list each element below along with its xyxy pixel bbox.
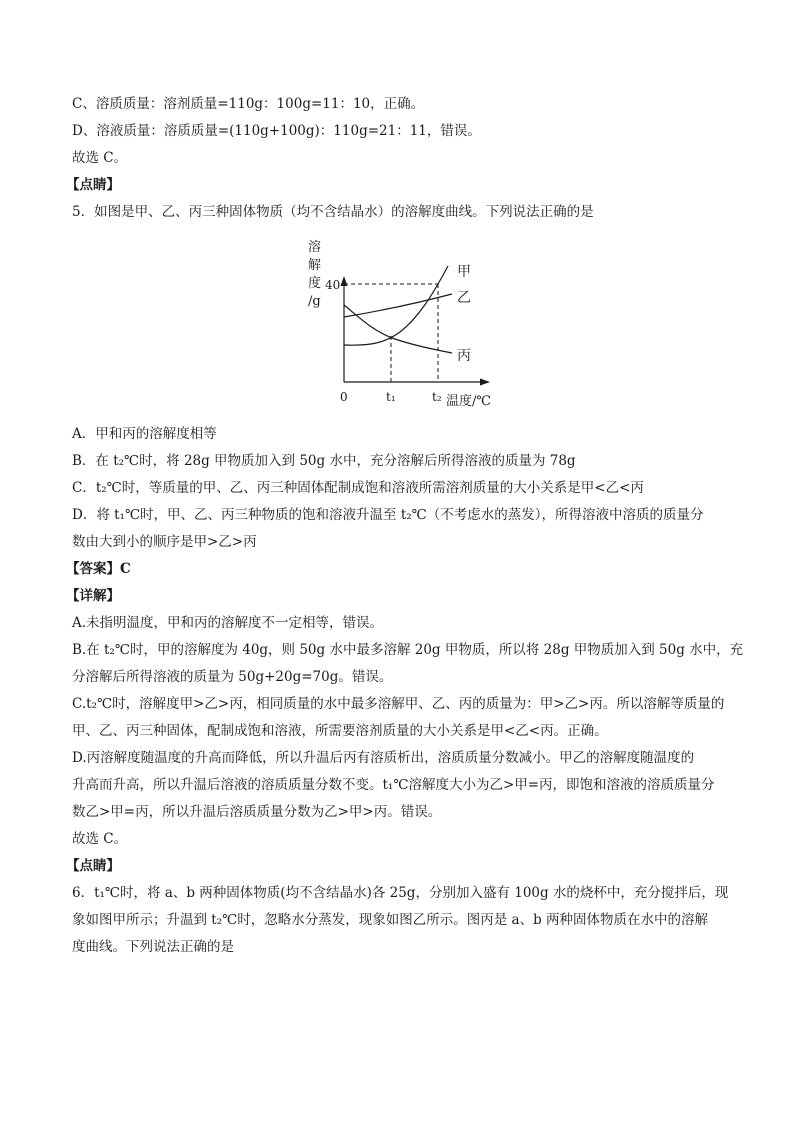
tip-heading: 【点睛】 [66, 858, 120, 874]
label-jia: 甲 [457, 264, 471, 280]
question-6-line1: 6．t₁℃时，将 a、b 两种固体物质(均不含结晶水)各 25g，分别加入盛有 100g 水的烧杯中，充分搅拌后，现 [72, 885, 729, 901]
label-yi: 乙 [457, 290, 471, 306]
detail-heading: 【详解】 [66, 588, 120, 604]
x-axis-arrow [480, 379, 490, 386]
text-line: C、溶质质量：溶剂质量=110g：100g=11：10，正确。 [72, 96, 425, 112]
option-c: C．t₂℃时，等质量的甲、乙、丙三种固体配制成饱和溶液所需溶剂质量的大小关系是甲<乙<丙 [72, 480, 644, 496]
x-tick-t2: t₂ [432, 390, 442, 404]
curve-yi [344, 294, 452, 317]
curve-jia [344, 266, 448, 345]
detail-d-line3: 数乙>甲=丙，所以升温后溶质质量分数为乙>甲>丙。错误。 [72, 804, 442, 820]
question-6-line3: 度曲线。下列说法正确的是 [72, 939, 234, 955]
section-heading: 【点睛】 [66, 177, 120, 193]
y-tick-40: 40 [325, 278, 341, 292]
detail-d-line1: D.丙溶解度随温度的升高而降低，所以升温后丙有溶质析出，溶质质量分数减小。甲乙的溶解度随温度的 [72, 750, 695, 766]
y-label-3: 度 [308, 276, 322, 291]
x-origin: 0 [340, 390, 348, 404]
curve-bing [344, 305, 452, 353]
answer-heading: 【答案】C [66, 561, 131, 577]
option-a: A．甲和丙的溶解度相等 [72, 426, 217, 442]
text-line: 故选 C。 [72, 150, 128, 166]
x-label: 温度/℃ [446, 394, 491, 409]
detail-a: A.未指明温度，甲和丙的溶解度不一定相等，错误。 [72, 615, 384, 631]
x-tick-t1: t₁ [386, 390, 396, 404]
detail-b-line1: B.在 t₂℃时，甲的溶解度为 40g，则 50g 水中最多溶解 20g 甲物质，所以将 28g 甲物质加入到 50g 水中，充 [72, 642, 744, 658]
question-5: 5．如图是甲、乙、丙三种固体物质（均不含结晶水）的溶解度曲线。下列说法正确的是 [72, 204, 594, 220]
y-label-4: /g [308, 294, 321, 309]
detail-d-line2: 升高而升高，所以升温后溶液的溶质质量分数不变。t₁℃溶解度大小为乙>甲=丙，即饱和溶液的溶质质量分 [72, 777, 715, 793]
detail-c-line2: 甲、乙、丙三种固体，配制成饱和溶液，所需要溶剂质量的大小关系是甲<乙<丙。正确。 [72, 723, 608, 739]
text-line: D、溶液质量：溶质质量=(110g+100g)：110g=21：11，错误。 [72, 123, 481, 139]
option-d-line1: D．将 t₁℃时，甲、乙、丙三种物质的饱和溶液升温至 t₂℃（不考虑水的蒸发），所得溶液中溶质的质量分 [72, 507, 704, 523]
y-axis-arrow [341, 276, 348, 286]
detail-c-line1: C.t₂℃时，溶解度甲>乙>丙，相同质量的水中最多溶解甲、乙、丙的质量为：甲>乙>丙。所以溶解等质量的 [72, 696, 725, 712]
detail-b-line2: 分溶解后所得溶液的质量为 50g+20g=70g。错误。 [72, 669, 393, 685]
select-answer: 故选 C。 [72, 831, 128, 847]
y-label-2: 解 [308, 258, 322, 273]
y-label-1: 溶 [308, 240, 322, 255]
option-b: B．在 t₂℃时，将 28g 甲物质加入到 50g 水中，充分溶解后所得溶液的质量为 78g [72, 453, 576, 469]
label-bing: 丙 [457, 348, 471, 364]
option-d-line2: 数由大到小的顺序是甲>乙>丙 [72, 534, 257, 550]
question-6-line2: 象如图甲所示；升温到 t₂℃时，忽略水分蒸发，现象如图乙所示。图丙是 a、b 两种固体物质在水中的溶解 [72, 912, 709, 928]
